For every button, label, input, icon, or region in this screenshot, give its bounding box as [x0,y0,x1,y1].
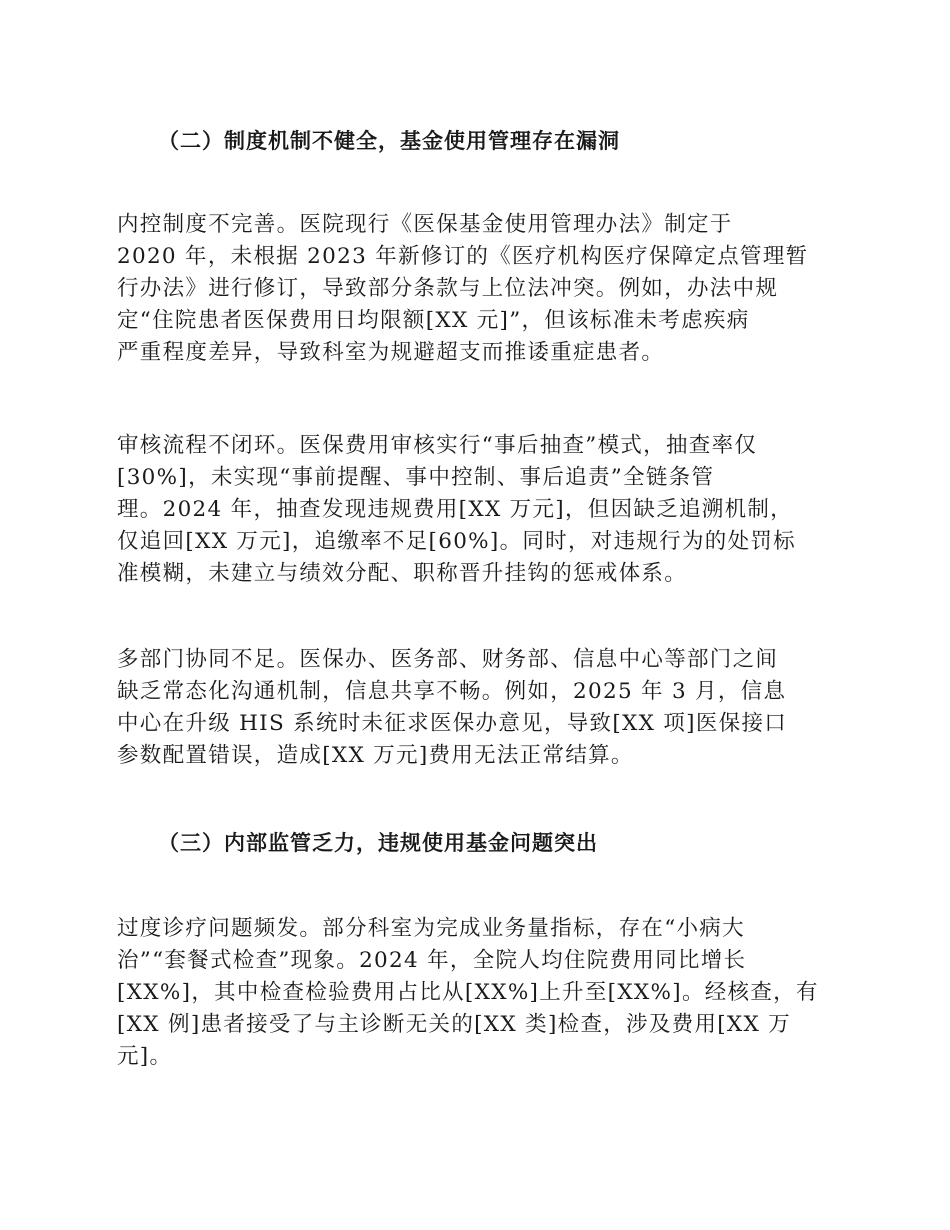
paragraph-review-process [117,430,837,590]
paragraph-line: 元]。 [117,1044,173,1069]
paragraph-line: 参数配置错误，造成[XX 万元]费用无法正常结算。 [117,743,634,768]
paragraph-line: 多部门协同不足。医保办、医务部、财务部、信息中心等部门之间 [117,647,779,672]
section-heading-3: （三）内部监管乏力，违规使用基金问题突出 [158,831,598,855]
paragraph-line: 仅追回[XX 万元]，追缴率不足[60%]。同时，对违规行为的处罚标 [117,529,796,554]
section-heading-2: （二）制度机制不健全，基金使用管理存在漏洞 [158,129,620,153]
paragraph-internal-control [117,209,837,369]
paragraph-line: 治”“套餐式检查”现象。2024 年，全院人均住院费用同比增长 [117,948,747,973]
paragraph-line: [XX%]，其中检查检验费用占比从[XX%]上升至[XX%]。经核查，有 [117,980,819,1005]
paragraph-line: 准模糊，未建立与绩效分配、职称晋升挂钩的惩戒体系。 [117,561,688,586]
paragraph-line: [30%]，未实现“事前提醒、事中控制、事后追责”全链条管 [117,465,715,490]
paragraph-line: [XX 例]患者接受了与主诊断无关的[XX 类]检查，涉及费用[XX 万 [117,1012,792,1037]
paragraph-line: 内控制度不完善。医院现行《医保基金使用管理办法》制定于 [117,212,733,237]
paragraph-line: 行办法》进行修订，导致部分条款与上位法冲突。例如，办法中规 [117,276,779,301]
paragraph-line: 定“住院患者医保费用日均限额[XX 元]”，但该标准未考虑疾病 [117,308,750,333]
paragraph-line: 严重程度差异，导致科室为规避超支而推诿重症患者。 [117,340,665,365]
paragraph-line: 2020 年，未根据 2023 年新修订的《医疗机构医疗保障定点管理暂 [117,244,809,269]
paragraph-excessive-treatment [117,913,837,1073]
paragraph-line: 缺乏常态化沟通机制，信息共享不畅。例如，2025 年 3 月，信息 [117,679,787,704]
paragraph-line: 中心在升级 HIS 系统时未征求医保办意见，导致[XX 项]医保接口 [117,711,788,736]
paragraph-line: 审核流程不闭环。医保费用审核实行“事后抽查”模式，抽查率仅 [117,433,758,458]
paragraph-department-coordination [117,644,837,772]
paragraph-line: 过度诊疗问题频发。部分科室为完成业务量指标，存在“小病大 [117,916,745,941]
paragraph-line: 理。2024 年，抽查发现违规费用[XX 万元]，但因缺乏追溯机制， [117,497,793,522]
